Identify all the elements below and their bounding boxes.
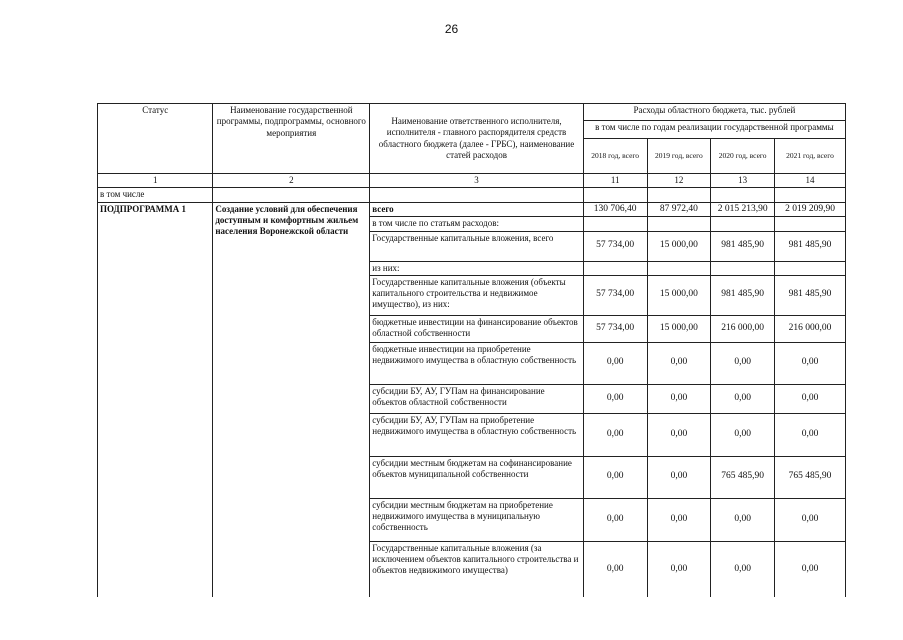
column-number: 12 [647, 174, 711, 188]
column-number: 2 [213, 174, 370, 188]
expense-row-label: субсидии БУ, АУ, ГУПам на приобретение недвижимого имущества в областную собственность [370, 413, 584, 456]
budget-table [97, 103, 846, 597]
value-2020 [711, 261, 775, 275]
value-2019: 15 000,00 [647, 231, 711, 261]
header-executor: Наименование ответственного исполнителя, исполнителя - главного распорядителя средств областного бюджета (далее - ГРБС), наименование статей расходов [370, 104, 584, 174]
value-2021: 0,00 [775, 384, 846, 413]
value-2019: 87 972,40 [647, 202, 711, 217]
value-2019: 0,00 [647, 384, 711, 413]
expense-row-label: всего [370, 202, 584, 217]
value-2020: 2 015 213,90 [711, 202, 775, 217]
header-year: 2018 год, всего [583, 139, 647, 174]
value-2021: 0,00 [775, 342, 846, 384]
value-2020: 0,00 [711, 342, 775, 384]
value-2018: 57 734,00 [583, 231, 647, 261]
column-number: 14 [775, 174, 846, 188]
value-2019: 0,00 [647, 498, 711, 541]
value-2021: 216 000,00 [775, 315, 846, 342]
value-2020: 0,00 [711, 541, 775, 597]
expense-row-label: субсидии БУ, АУ, ГУПам на финансирование объектов областной собственности [370, 384, 584, 413]
value-2020: 765 485,90 [711, 456, 775, 498]
value-2020 [711, 217, 775, 231]
column-number: 13 [711, 174, 775, 188]
expense-row-label: Государственные капитальные вложения, всего [370, 231, 584, 261]
value-2018: 57 734,00 [583, 275, 647, 315]
value-2021: 2 019 209,90 [775, 202, 846, 217]
header-year: 2020 год, всего [711, 139, 775, 174]
subprogram-status: ПОДПРОГРАММА 1 [98, 202, 213, 597]
value-2019 [647, 217, 711, 231]
value-2021 [775, 217, 846, 231]
including-label: в том числе [98, 188, 213, 202]
value-2018: 0,00 [583, 498, 647, 541]
value-2021: 0,00 [775, 498, 846, 541]
value-2018: 0,00 [583, 413, 647, 456]
header-by-years: в том числе по годам реализации государственной программы [583, 121, 845, 139]
header-program-name: Наименование государственной программы, подпрограммы, основного мероприятия [213, 104, 370, 174]
expense-row-label: бюджетные инвестиции на финансирование объектов областной собственности [370, 315, 584, 342]
value-2019: 0,00 [647, 413, 711, 456]
expense-row-label: Государственные капитальные вложения (объекты капитального строительства и недвижимое имущество), из них: [370, 275, 584, 315]
value-2019: 0,00 [647, 456, 711, 498]
page-number: 26 [444, 22, 459, 36]
value-2021: 981 485,90 [775, 275, 846, 315]
value-2021: 0,00 [775, 413, 846, 456]
value-2021: 765 485,90 [775, 456, 846, 498]
expense-row-label: субсидии местным бюджетам на приобретение недвижимого имущества в муниципальную собственность [370, 498, 584, 541]
value-2020: 216 000,00 [711, 315, 775, 342]
value-2020: 0,00 [711, 384, 775, 413]
value-2021: 981 485,90 [775, 231, 846, 261]
value-2018 [583, 217, 647, 231]
value-2020: 981 485,90 [711, 231, 775, 261]
value-2020: 0,00 [711, 413, 775, 456]
expense-row-label: в том числе по статьям расходов: [370, 217, 584, 231]
value-2019: 0,00 [647, 541, 711, 597]
value-2018: 0,00 [583, 456, 647, 498]
header-year: 2019 год, всего [647, 139, 711, 174]
value-2021: 0,00 [775, 541, 846, 597]
value-2019: 15 000,00 [647, 315, 711, 342]
value-2018 [583, 261, 647, 275]
value-2020: 0,00 [711, 498, 775, 541]
value-2019: 0,00 [647, 342, 711, 384]
expense-row-label: Государственные капитальные вложения (за исключением объектов капитального строительства и объектов недвижимого имущества) [370, 541, 584, 597]
subprogram-name: Создание условий для обеспечения доступным и комфортным жильем населения Воронежской области [213, 202, 370, 597]
value-2018: 0,00 [583, 541, 647, 597]
value-2020: 981 485,90 [711, 275, 775, 315]
header-expenses: Расходы областного бюджета, тыс. рублей [583, 104, 845, 121]
column-number: 11 [583, 174, 647, 188]
expense-row-label: бюджетные инвестиции на приобретение недвижимого имущества в областную собственность [370, 342, 584, 384]
header-status: Статус [98, 104, 213, 174]
expense-row-label: субсидии местным бюджетам на софинансирование объектов муниципальной собственности [370, 456, 584, 498]
column-number: 3 [370, 174, 584, 188]
value-2018: 0,00 [583, 342, 647, 384]
value-2018: 57 734,00 [583, 315, 647, 342]
expense-row-label: из них: [370, 261, 584, 275]
value-2018: 0,00 [583, 384, 647, 413]
value-2021 [775, 261, 846, 275]
value-2019: 15 000,00 [647, 275, 711, 315]
column-number: 1 [98, 174, 213, 188]
header-year: 2021 год, всего [775, 139, 846, 174]
value-2019 [647, 261, 711, 275]
value-2018: 130 706,40 [583, 202, 647, 217]
